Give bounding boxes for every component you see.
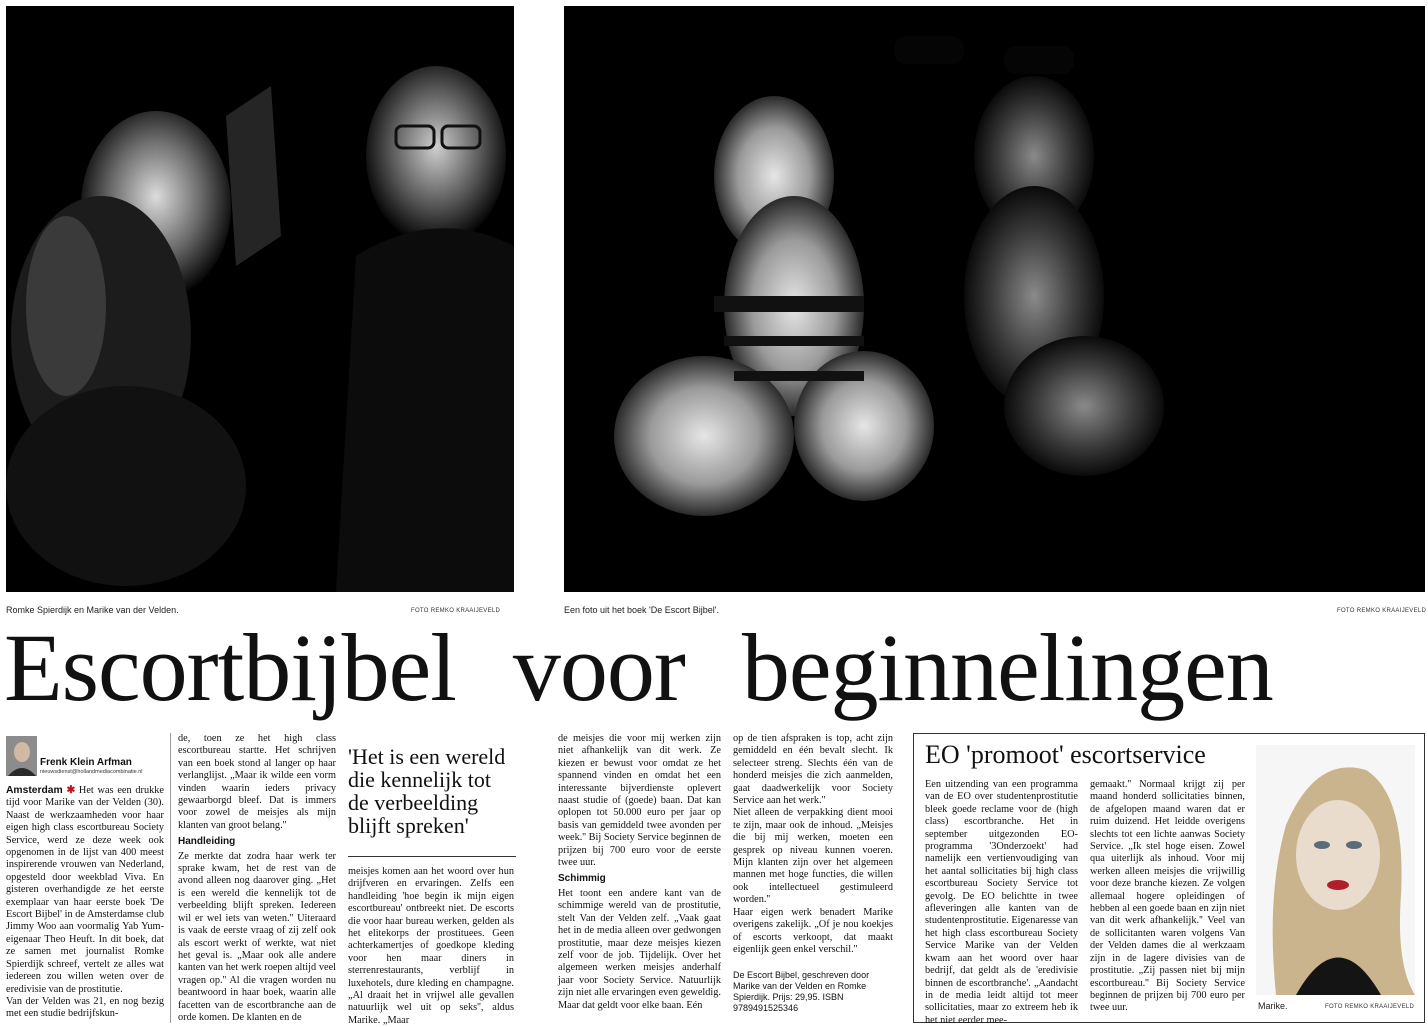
photo-caption-left: Romke Spierdijk en Marike van der Velden. bbox=[6, 605, 179, 615]
quote-rule bbox=[348, 856, 516, 857]
article-col-1 bbox=[6, 785, 164, 1021]
article-col-1-text: Het was een drukke tijd voor Marike van der Velden (30). Naast de werkzaamheden voor haar eigen high class escortbureau Society Service, werd ze deze week ook opgenomen in de lijst van 400 meest inspirerende vrouwen van Nederland, opgesteld door weekblad Viva. En gisteren overhandigde ze het eerste exemplaar van haar eerste boek 'De Escort Bijbel' in de Amsterdamse club Jimmy Woo aan voormalig Yab Yum-eigenaar Theo Heuft. In dit boek, dat ze samen met journalist Romke Spierdijk schreef, vertelt ze alles wat iedereen zou willen weten over de eredivisie van de prostitutie. bbox=[6, 785, 165, 995]
sidebar-col-1-text: Een uitzending van een programma van de EO over studentenprostitutie bleek goede reclame voor de (high class) escortbranche. Het in september uitgezonden EO-programma '3Onderzoekt' had namelijk een vertienvoudiging van het aantal sollicitaties bij high class escortbureau Society Service tot gevolg. De EO belichtte in twee afleveringen alle kanten van de studentenprostitutie. Eigenaresse van het high class escortbureau Society Service Marike van der Velden kwam aan het woord over haar bedrijf, dat geldt als de 'eredivisie binnen de escortbranche'. „Aandacht in de media leidt altijd tot meer sollicitaties, maar zo extreem heb ik het niet eerder mee- bbox=[925, 779, 1078, 1026]
column-rule bbox=[170, 733, 171, 1023]
dateline-star-icon: ✱ bbox=[66, 785, 76, 796]
article-col-4-text-b: Het toont een andere kant van de schimmige wereld van de prostitutie, stelt Van der Velden zelf. „Vaak gaat het in de media alleen over gedwongen prostitutie, maar deze meisjes kiezen zelf voor de job. Tijdelijk. Over het algemeen werken meisjes anderhalf jaar voor Society Service. Natuurlijk zijn niet alle ervaringen even geweldig. Maar dat geldt voor elke baan. Eén bbox=[558, 887, 721, 1011]
subheading-schimmig: Schimmig bbox=[558, 873, 606, 885]
article-col-2 bbox=[178, 733, 336, 1024]
photo-credit-left: FOTO REMKO KRAAIJEVELD bbox=[411, 608, 501, 614]
avatar-photo bbox=[6, 736, 37, 776]
article-col-4 bbox=[558, 733, 721, 1012]
photo-romke-marike-image bbox=[6, 6, 514, 592]
article-col-5-text-a: op de tien afspraken is top, acht zijn gemiddeld en één bevalt slecht. Ik selecteer streng. Slechts één van de honderd meisjes die zich aanmelden, gaat daadwerkelijk voor Society Service aan het werk.'' bbox=[733, 733, 893, 807]
photo-romke-marike bbox=[6, 6, 514, 592]
article-col-3 bbox=[348, 866, 514, 1027]
photo-escort-bijbel bbox=[564, 6, 1425, 592]
sidebar-photo-credit: FOTO REMKO KRAAIJEVELD bbox=[1325, 1004, 1415, 1010]
dateline: Amsterdam bbox=[6, 785, 63, 796]
article-col-4-text-a: de meisjes die voor mij werken zijn niet afhankelijk van dit werk. Ze kiezen er bewust voor omdat ze het spannend vinden en omdat het een interessante bijverdienste oplevert naast studie of (goede) baan. Dat kan oplopen tot 50.000 euro per jaar op basis van gemiddeld twee avonden per week.'' Bij Society Service beginnen de prijzen bij 700 euro voor de eerste twee uur. bbox=[558, 733, 721, 869]
byline-name: Frenk Klein Arfman bbox=[40, 757, 132, 768]
byline-avatar bbox=[6, 736, 37, 776]
sidebar-col-1 bbox=[925, 779, 1078, 1027]
book-info: De Escort Bijbel, geschreven door Marike van der Velden en Romke Spierdijk. Prijs: 29,95. ISBN 9789491525346 bbox=[733, 970, 870, 1014]
article-col-5 bbox=[733, 733, 893, 1014]
subheading-handleiding: Handleiding bbox=[178, 836, 236, 848]
sidebar-photo-marike bbox=[1256, 745, 1415, 995]
photo-escort-bijbel-image bbox=[564, 6, 1425, 592]
sidebar-col-2 bbox=[1090, 779, 1245, 1015]
article-col-1-text-b: Van der Velden was 21, en nog bezig met een studie bedrijfskun- bbox=[6, 995, 164, 1020]
sidebar-photo-caption: Marike. bbox=[1258, 1001, 1288, 1011]
sidebar-title: EO 'promoot' escortservice bbox=[925, 740, 1206, 769]
byline-email: nieuwsdienst@hollandmediacombinatie.nl bbox=[40, 769, 143, 775]
article-col-2-text-b: Ze merkte dat zodra haar werk ter sprake kwam, het de rest van de avond alleen nog daarover ging. „Het is een wereld die kennelijk tot de verbeelding blijft spreken. Iedereen wil er wel iets van weten.'' Uiteraard is vaak de eerste vraag of zij zelf ook als escort werkt of werkte, wat niet het geval is. „Maar ook alle andere kanten van het werk roepen altijd veel vragen op.'' Al die vragen worden nu beantwoord in haar boek, waarin alle facetten van de escortbranche aan de orde komen. De klanten en de bbox=[178, 850, 336, 1023]
article-col-5-text-c: Haar eigen werk benadert Marike overigens zakelijk. „Of je nou koekjes of escorts verkoopt, dat maakt eigenlijk geen enkel verschil.'' bbox=[733, 906, 893, 955]
article-col-2-text-a: de, toen ze het high class escortbureau startte. Het schrijven van een boek stond al langer op haar verlanglijst. „Maar ik wilde een vorm vinden waarin ieders privacy gewaarborgd bleef. Dat is immers voor zowel de meisjes als mijn klanten van groot belang.'' bbox=[178, 733, 336, 831]
photo-caption-right: Een foto uit het boek 'De Escort Bijbel'. bbox=[564, 605, 720, 615]
article-col-5-text-b: Niet alleen de verpakking dient mooi te zijn, maar ook de inhoud. „Meisjes die bij mij werken, moeten een gesprek op niveau kunnen voeren. Mijn klanten zijn over het algemeen mannen met hoge functies, die willen ook intellectueel gestimuleerd worden.'' bbox=[733, 807, 893, 906]
article-col-3-text: meisjes komen aan het woord over hun drijfveren en ervaringen. Zelfs een handleiding 'hoe begin ik mijn eigen escortbureau' ontbreekt niet. De escorts die voor haar bureau werken, gelden als het elitekorps der prostituees. Geen achterkamertjes of goedkope kleding voor hen maar diners in sterrenrestaurants, verblijf in luxehotels, dure kleding en champagne. „Al draait het in vrijwel alle gevallen natuurlijk wel uit op seks'', aldus Marike. „Maar bbox=[348, 866, 514, 1026]
pull-quote: 'Het is een wereld die kennelijk tot de verbeelding blijft spreken' bbox=[348, 744, 506, 838]
sidebar-photo-marike-image bbox=[1256, 745, 1415, 995]
headline: Escortbijbel voor beginnelingen bbox=[4, 614, 1273, 721]
photo-credit-right: FOTO REMKO KRAAIJEVELD bbox=[1337, 608, 1427, 614]
sidebar-col-2-text: gemaakt.'' Normaal krijgt zij per maand honderd sollicitaties binnen, de afgelopen maand waren dat er ruim duizend. Het leidde overigens slechts tot een lichte aanwas Society Service. „Ik stel hoge eisen. Zowel qua uiterlijk als inhoud. Voor mij werken alleen meisjes die vrijwillig voor deze branche kiezen. Ze volgen allemaal hogere opleidingen of hebben al een goede baan en zijn niet van dit werk afhankelijk.'' Veel van de sollicitanten waren volgens Van der Velden dames die al werkzaam zijn in de lagere divisies van de prostitutie. „Zij passen niet bij mijn escortbureau.'' Bij Society Service beginnen de prijzen bij 700 euro per twee uur. bbox=[1090, 779, 1245, 1014]
